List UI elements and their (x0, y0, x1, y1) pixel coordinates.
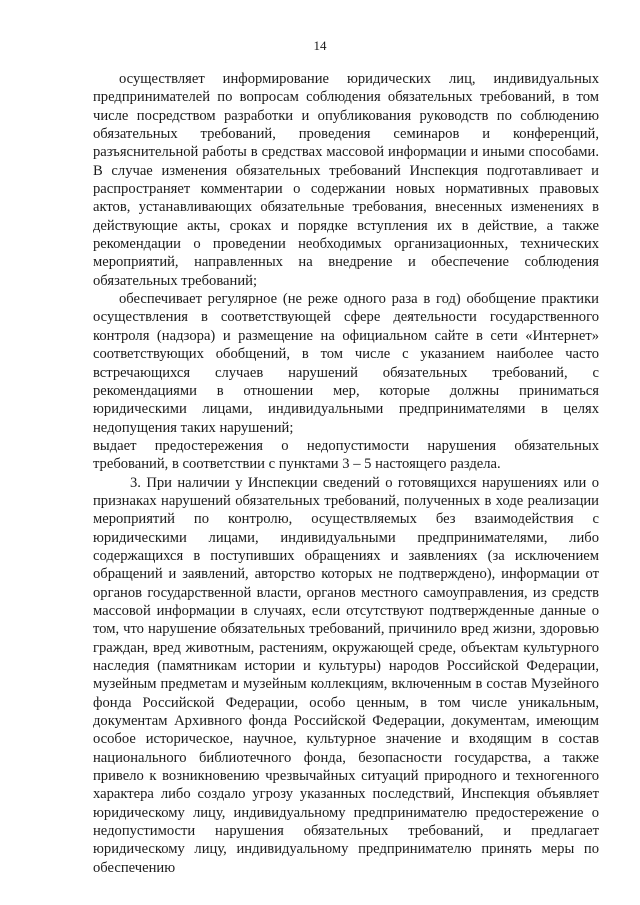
paragraph-item-3: 3. При наличии у Инспекции сведений о готовящихся нарушениях или о признаках нарушений обязательных требований, полученных в ходе реализации мероприятий по контролю, осуществляемых без взаимодействия с юридическими лицами, индивидуальными предпринимателями, либо содержащихся в поступивших обращениях и заявлениях (за исключением обращений и заявлений, авторство которых не подтверждено), информации от органов государственной власти, органов местного самоуправления, из средств массовой информации в случаях, если отсутствуют подтвержденные данные о том, что нарушение обязательных требований, причинило вред жизни, здоровью граждан, вред животным, растениям, окружающей среде, объектам культурного наследия (памятникам истории и культуры) народов Российской Федерации, музейным предметам и музейным коллекциям, включенным в состав Музейного фонда Российской Федерации, особо ценным, в том числе уникальным, документам Архивного фонда Российской Федерации, документам, имеющим особое историческое, научное, культурное значение и входящим в состав национального библиотечного фонда, безопасности государства, а также привело к возникновению чрезвычайных ситуаций природного и техногенного характера либо создало угрозу указанных последствий, Инспекция объявляет юридическому лицу, индивидуальному предпринимателю предостережение о недопустимости нарушения обязательных требований, и предлагает юридическому лицу, индивидуальному предпринимателю принять меры по обеспечению (93, 474, 599, 876)
paragraph-generalization: обеспечивает регулярное (не реже одного раза в год) обобщение практики осуществления в соответствующей сфере деятельности государственного контроля (надзора) и размещение на официальном сайте в сети «Интернет» соответствующих обобщений, в том числе с указанием наиболее часто встречающихся случаев нарушений обязательных требований, с рекомендациями в отношении мер, которые должны приниматься юридическими лицами, индивидуальными предпринимателями в целях недопущения таких нарушений; (93, 291, 599, 436)
paragraph-warnings: выдает предостережения о недопустимости нарушения обязательных требований, в соответствии с пунктами 3 – 5 настоящего раздела. (93, 437, 599, 473)
document-body (93, 70, 599, 877)
paragraph-informing: осуществляет информирование юридических лиц, индивидуальных предпринимателей по вопросам соблюдения обязательных требований, в том числе посредством разработки и опубликования руководств по соблюдению обязательных требований, проведения семинаров и конференций, разъяснительной работы в средствах массовой информации и иными способами. В случае изменения обязательных требований Инспекция подготавливает и распространяет комментарии о содержании новых нормативных правовых актов, устанавливающих обязательные требования, внесенных изменениях в действующие акты, сроках и порядке вступления их в действие, а также рекомендации о проведении необходимых организационных, технических мероприятий, направленных на внедрение и обеспечение соблюдения обязательных требований; (93, 71, 599, 289)
page-number: 14 (313, 38, 327, 53)
